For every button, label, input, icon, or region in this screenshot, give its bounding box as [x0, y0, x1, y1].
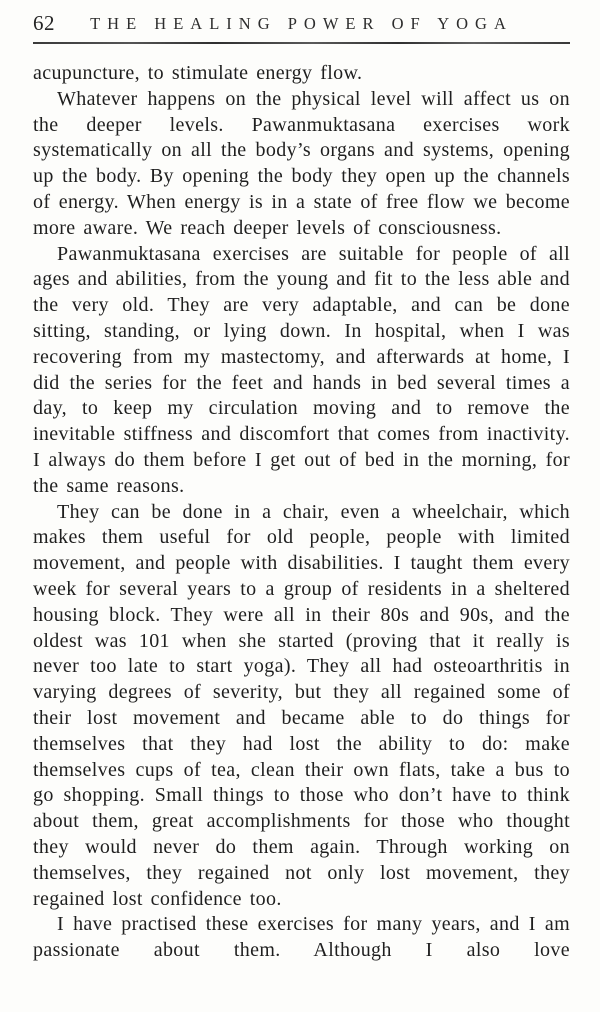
running-head-title: THE HEALING POWER OF YOGA [90, 14, 513, 33]
page-number: 62 [33, 11, 55, 35]
paragraph: I have practised these exercises for many years, and I am passionate about them. Although I also love [33, 913, 570, 962]
paragraph: They can be done in a chair, even a wheelchair, which makes them useful for old people, people with limited movement, and people with disabilities. I taught them every week for several years to a group of residents in a sheltered housing block. They were all in their 80s and 90s, and the oldest was 101 when she started (proving that it really is never too late to start yoga). They all had osteoarthritis in varying degrees of severity, but they all regained some of their lost movement and became able to do things for themselves that they had lost the ability to do: make themselves cups of tea, clean their own flats, take a bus to go shopping. Small things to those who don’t have to think about them, great accomplishments for those who thought they would never do them again. Through working on themselves, they regained not only lost movement, they regained lost confidence too. [33, 500, 570, 910]
page-header [33, 10, 570, 36]
page-body [33, 61, 570, 964]
paragraph: Pawanmuktasana exercises are suitable for people of all ages and abilities, from the young and fit to the less able and the very old. They are very adaptable, and can be done sitting, standing, or lying down. In hospital, when I was recovering from my mastectomy, and afterwards at home, I did the series for the feet and hands in bed several times a day, to keep my circulation moving and to remove the inevitable stiffness and discomfort that comes from inactivity. I always do them before I get out of bed in the morning, for the same reasons. [33, 242, 570, 497]
paragraph-continuation: acupuncture, to stimulate energy flow. [33, 62, 363, 84]
header-rule [33, 42, 570, 44]
paragraph: Whatever happens on the physical level will affect us on the deeper levels. Pawanmuktasana exercises work systematically on all the body’s organs and systems, opening up the body. By opening the body they open up the channels of energy. When energy is in a state of free flow we become more aware. We reach deeper levels of consciousness. [33, 87, 570, 239]
